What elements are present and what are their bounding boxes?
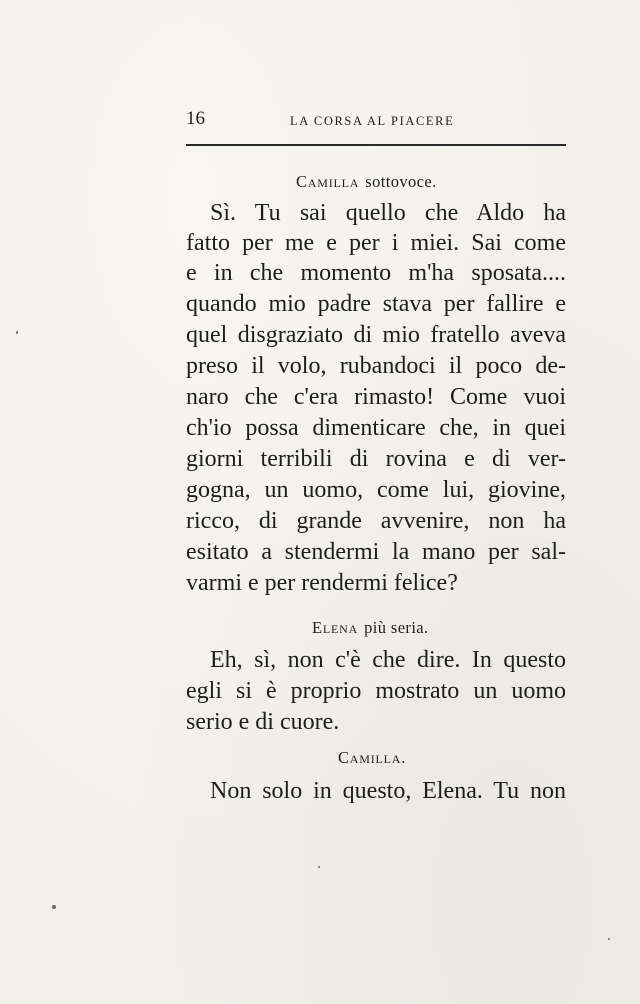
text-line: quel disgraziato di mio fratello aveva	[186, 322, 566, 348]
text-line: varmi e per rendermi felice?	[186, 570, 458, 596]
header-rule	[186, 144, 566, 146]
speaker-name: Elena	[312, 618, 359, 637]
speaker-name: Camilla.	[338, 748, 407, 767]
text-line: ricco, di grande avvenire, non ha	[186, 508, 566, 534]
running-title: LA CORSA AL PIACERE	[290, 114, 455, 128]
speaker-heading	[338, 748, 406, 768]
text-line: serio e di cuore.	[186, 709, 340, 735]
speaker-heading	[312, 618, 429, 638]
text-line: quando mio padre stava per fallire e	[186, 291, 566, 317]
text-line: gogna, un uomo, come lui, giovine,	[186, 477, 566, 503]
text-line: naro che c'era rimasto! Come vuoi	[186, 384, 566, 410]
stage-direction: più seria.	[364, 618, 429, 637]
text-line: Eh, sì, non c'è che dire. In questo	[210, 647, 566, 673]
paper-speck	[318, 866, 320, 868]
paper-speck	[608, 938, 610, 940]
text-line: Non solo in questo, Elena. Tu non	[210, 778, 566, 804]
text-line: egli si è proprio mostrato un uomo	[186, 678, 566, 704]
text-line: ch'io possa dimenticare che, in quei	[186, 415, 566, 441]
stage-direction: sottovoce.	[365, 172, 437, 191]
page-header	[186, 108, 566, 134]
speaker-name: Camilla	[296, 172, 360, 191]
page-number: 16	[186, 108, 205, 129]
speaker-heading	[296, 172, 437, 192]
text-line: preso il volo, rubandoci il poco de-	[186, 353, 566, 379]
text-line: fatto per me e per i miei. Sai come	[186, 230, 566, 256]
paper-speck	[16, 331, 18, 334]
text-line: Sì. Tu sai quello che Aldo ha	[210, 200, 566, 226]
text-line: e in che momento m'ha sposata....	[186, 260, 566, 286]
text-line: esitato a stendermi la mano per sal-	[186, 539, 566, 565]
paper-speck	[52, 905, 56, 909]
text-line: giorni terribili di rovina e di ver-	[186, 446, 566, 472]
